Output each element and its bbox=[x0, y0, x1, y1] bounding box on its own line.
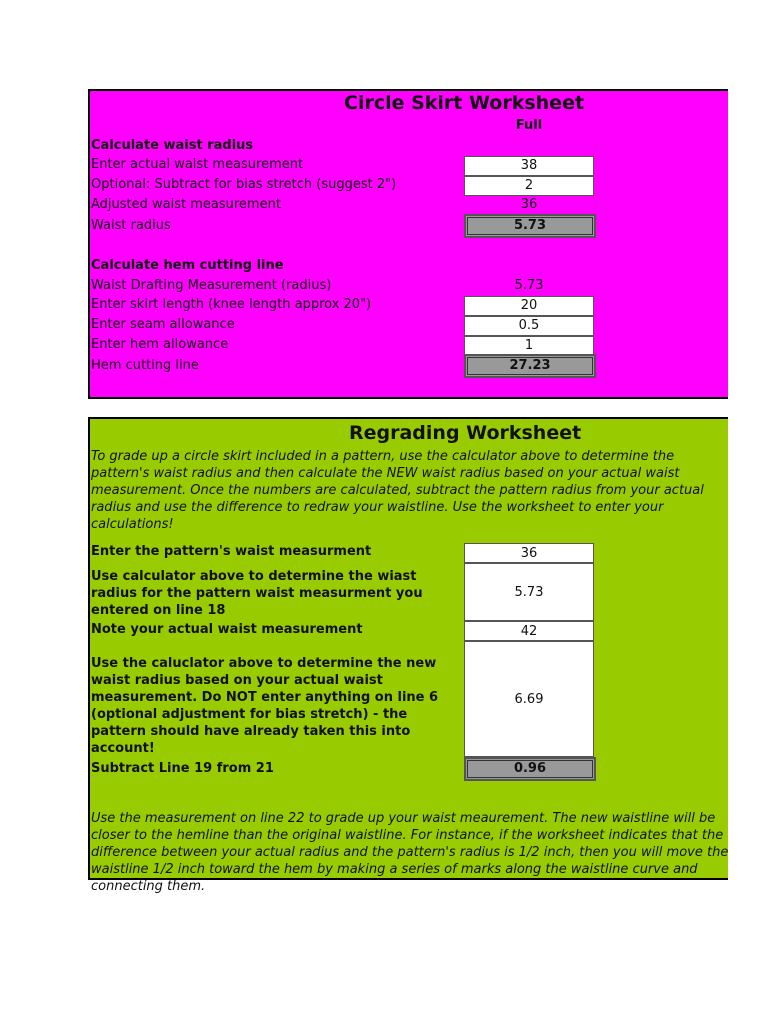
worksheet-title: Circle Skirt Worksheet bbox=[344, 92, 585, 114]
pattern-radius-value: 5.73 bbox=[514, 584, 544, 600]
circle-skirt-worksheet bbox=[88, 89, 594, 399]
waist-measurement-input[interactable]: 38 bbox=[464, 156, 594, 176]
bias-stretch-input[interactable]: 2 bbox=[464, 176, 594, 196]
regrading-instructions: To grade up a circle skirt included in a pattern, use the calculator above to determine the pattern's waist radius and then calculate the NEW waist radius based on your actual waist measurement. Once the numbers are calculated, subtract the pattern radius from your actual radius and use the difference to redraw your waistline. Use the worksheet to enter your calculations! bbox=[91, 449, 704, 532]
actual-waist-value: 42 bbox=[520, 623, 538, 639]
hem-allowance-input[interactable]: 1 bbox=[464, 336, 594, 356]
row18-label: Enter the pattern's waist measurment bbox=[91, 544, 372, 559]
skirt-length-label: Enter skirt length (knee length approx 20") bbox=[91, 297, 372, 312]
regrading-panel bbox=[88, 417, 729, 894]
skirt-length-input[interactable]: 20 bbox=[464, 296, 594, 316]
row21-label: Use the caluclator above to determine the new waist radius based on your actual waist measurement. Do NOT enter anything on line 6 (optional adjustment for bias stretch) - the pattern should have already taken this into account! bbox=[91, 656, 439, 756]
regrading-footer-note: Use the measurement on line 22 to grade up your waist meaurement. The new waistline will be closer to the hemline than the original waistline. For instance, if the worksheet indicates that the difference between your actual radius and the pattern's radius is 1/2 inch, then you will move the waistline 1/2 inch toward the hem by making a series of marks along the waistline curve and connecting them. bbox=[91, 811, 729, 894]
drafting-measurement-label: Waist Drafting Measurement (radius) bbox=[91, 278, 332, 293]
circle-skirt-panel bbox=[88, 89, 728, 399]
regrading-worksheet bbox=[88, 417, 729, 894]
waist-radius-result: 5.73 bbox=[464, 214, 596, 238]
section-header-hem-line: Calculate hem cutting line bbox=[91, 258, 284, 273]
seam-allowance-input[interactable]: 0.5 bbox=[464, 316, 594, 336]
pattern-waist-value: 36 bbox=[520, 545, 538, 561]
adjusted-waist-label: Adjusted waist measurement bbox=[91, 197, 281, 212]
row19-label: Use calculator above to determine the wiast radius for the pattern waist measurment you entered on line 18 bbox=[91, 569, 423, 618]
adjusted-waist-value: 36 bbox=[520, 197, 538, 212]
drafting-measurement-value: 5.73 bbox=[514, 278, 544, 293]
section-header-waist-radius: Calculate waist radius bbox=[91, 138, 254, 153]
pattern-waist-input[interactable] bbox=[464, 543, 594, 563]
new-radius-value: 6.69 bbox=[514, 691, 544, 707]
seam-allowance-label: Enter seam allowance bbox=[91, 317, 235, 332]
actual-waist-input[interactable] bbox=[464, 621, 594, 641]
column-header-full: Full bbox=[515, 118, 543, 133]
waist-radius-label: Waist radius bbox=[91, 218, 171, 233]
row22-label: Subtract Line 19 from 21 bbox=[91, 761, 274, 776]
waist-measurement-label: Enter actual waist measurement bbox=[91, 157, 304, 172]
hem-allowance-label: Enter hem allowance bbox=[91, 337, 229, 352]
hem-cutting-line-result: 27.23 bbox=[464, 354, 596, 378]
regrading-title: Regrading Worksheet bbox=[349, 422, 582, 444]
pattern-radius-input[interactable] bbox=[464, 563, 594, 621]
new-radius-input[interactable] bbox=[464, 641, 594, 757]
bias-stretch-label: Optional: Subtract for bias stretch (suggest 2") bbox=[91, 177, 397, 192]
row20-label: Note your actual waist measurement bbox=[91, 622, 363, 637]
hem-cutting-line-label: Hem cutting line bbox=[91, 358, 199, 373]
difference-result: 0.96 bbox=[464, 757, 596, 781]
